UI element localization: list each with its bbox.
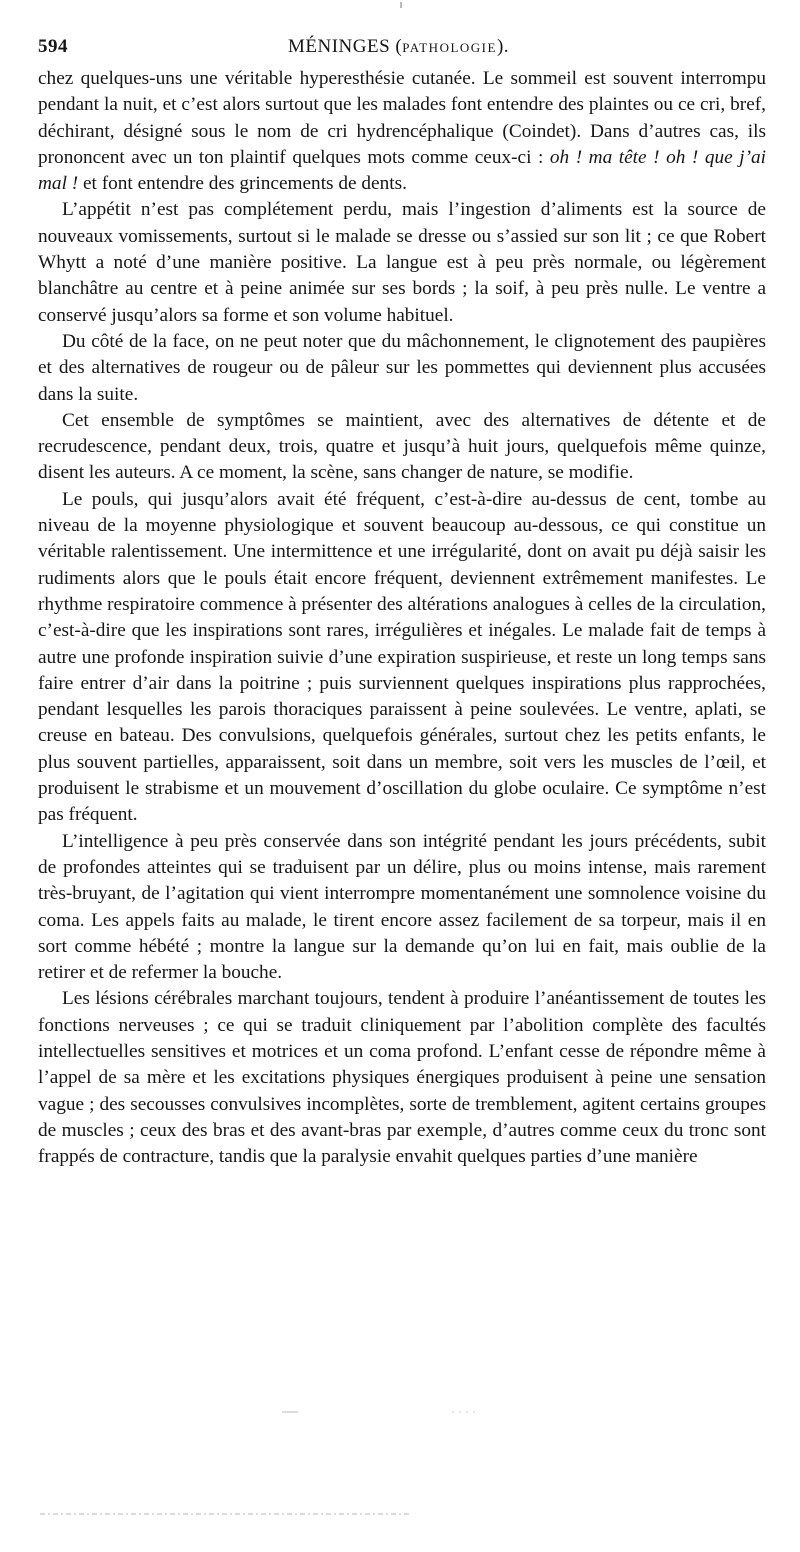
running-head xyxy=(38,30,766,60)
paragraph-1-after: et font entendre des grincements de dents. xyxy=(78,173,407,195)
paragraph-4: Cet ensemble de symptômes se maintient, avec des alternatives de détente et de recrudescence, pendant deux, trois, quatre et jusqu’à huit jours, quelquefois même quinze, disent les auteurs. A ce moment, la scène, sans changer de nature, se modifie. xyxy=(38,409,766,484)
paragraph-5: Le pouls, qui jusqu’alors avait été fréquent, c’est-à-dire au-dessus de cent, tombe au niveau de la moyenne physiologique et souvent beaucoup au-dessous, ce qui constitue un véritable ralentissement. Une intermittence et une irrégularité, dont on avait pu déjà saisir les rudiments alors que le pouls était encore fréquent, deviennent extrêmement manifestes. Le rhythme respiratoire commence à présenter des altérations analogues à celles de la circulation, c’est-à-dire que les inspirations sont rares, irrégulières et inégales. Le malade fait de temps à autre une profonde inspiration suivie d’une expiration suspirieuse, et reste un long temps sans faire entrer d’air dans la poitrine ; puis surviennent quelques inspirations plus rapprochées, pendant lesquelles les parois thoraciques paraissent à peine soulevées. Le ventre, aplati, se creuse en bateau. Des convulsions, quelquefois générales, surtout chez les petits enfants, le plus souvent partielles, apparaissent, soit dans un membre, soit vers les muscles de l’œil, et produisent le strabisme et un mouvement d’oscillation du globe oculaire. Ce symptôme n’est pas fréquent. xyxy=(38,488,766,826)
paragraph-1-text: chez quelques-uns une véritable hyperesthésie cutanée. Le sommeil est souvent interrompu pendant la nuit, et c’est alors surtout que les malades font entendre des plaintes ou ce cri, bref, déchirant, désigné sous le nom de cri hydrencéphalique (Coindet). Dans d’autres cas, ils prononcent avec un ton plaintif quelques mots comme ceux-ci : xyxy=(38,68,766,168)
body-text xyxy=(38,66,766,1170)
paragraph-1 xyxy=(38,66,766,197)
paragraph-3: Du côté de la face, on ne peut noter que du mâchonnement, le clignotement des paupières et des alternatives de rougeur ou de pâleur sur les pommettes qui deviennent plus accusées dans la suite. xyxy=(38,330,766,405)
paragraph-6: L’intelligence à peu près conservée dans son intégrité pendant les jours précédents, subit de profondes atteintes qui se traduisent par un délire, plus ou moins intense, mais rarement très-bruyant, de l’agitation qui vient interrompre momentanément une somnolence voisine du coma. Les appels faits au malade, le tirent encore assez facilement de sa torpeur, mais il en sort comme hébété ; montre la langue sur la demande qu’on lui en fait, mais oublie de la retirer et de refermer la bouche. xyxy=(38,830,766,984)
running-title-close: ). xyxy=(496,36,510,57)
paragraph-2: L’appétit n’est pas complétement perdu, mais l’ingestion d’aliments est la source de nouveaux vomissements, surtout si le malade se dresse ou s’assied sur son lit ; ce que Robert Whytt a noté d’une manière positive. La langue est à peu près normale, ou légèrement blanchâtre au centre et à peine animée sur ses bords ; la soif, à peu près nulle. Le ventre a conservé jusqu’alors sa forme et son volume habituel. xyxy=(38,199,766,326)
paragraph-1-exclamation: oh ! ma tête ! oh ! que j’ai mal ! xyxy=(38,146,766,195)
running-title-small: PATHOLOGIE xyxy=(402,40,497,55)
running-title-open: ( xyxy=(390,36,403,57)
page-number: 594 xyxy=(38,36,68,57)
paragraph-7: Les lésions cérébrales marchant toujours, tendent à produire l’anéantissement de toutes les fonctions nerveuses ; ce qui se traduit cliniquement par l’abolition complète des facultés intellectuelles sensitives et motrices et un coma profond. L’enfant cesse de répondre même à l’appel de sa mère et les excitations physiques énergiques produisent à peine une sensation vague ; des secousses convulsives incomplètes, sorte de tremblement, agitent certains groupes de muscles ; ceux des bras et des avant-bras par exemple, d’autres comme ceux du tronc sont frappés de contracture, tandis que la paralysie envahit quelques parties d’une manière xyxy=(38,988,766,1168)
running-title xyxy=(288,36,509,58)
running-title-main: MÉNINGES xyxy=(288,36,391,57)
